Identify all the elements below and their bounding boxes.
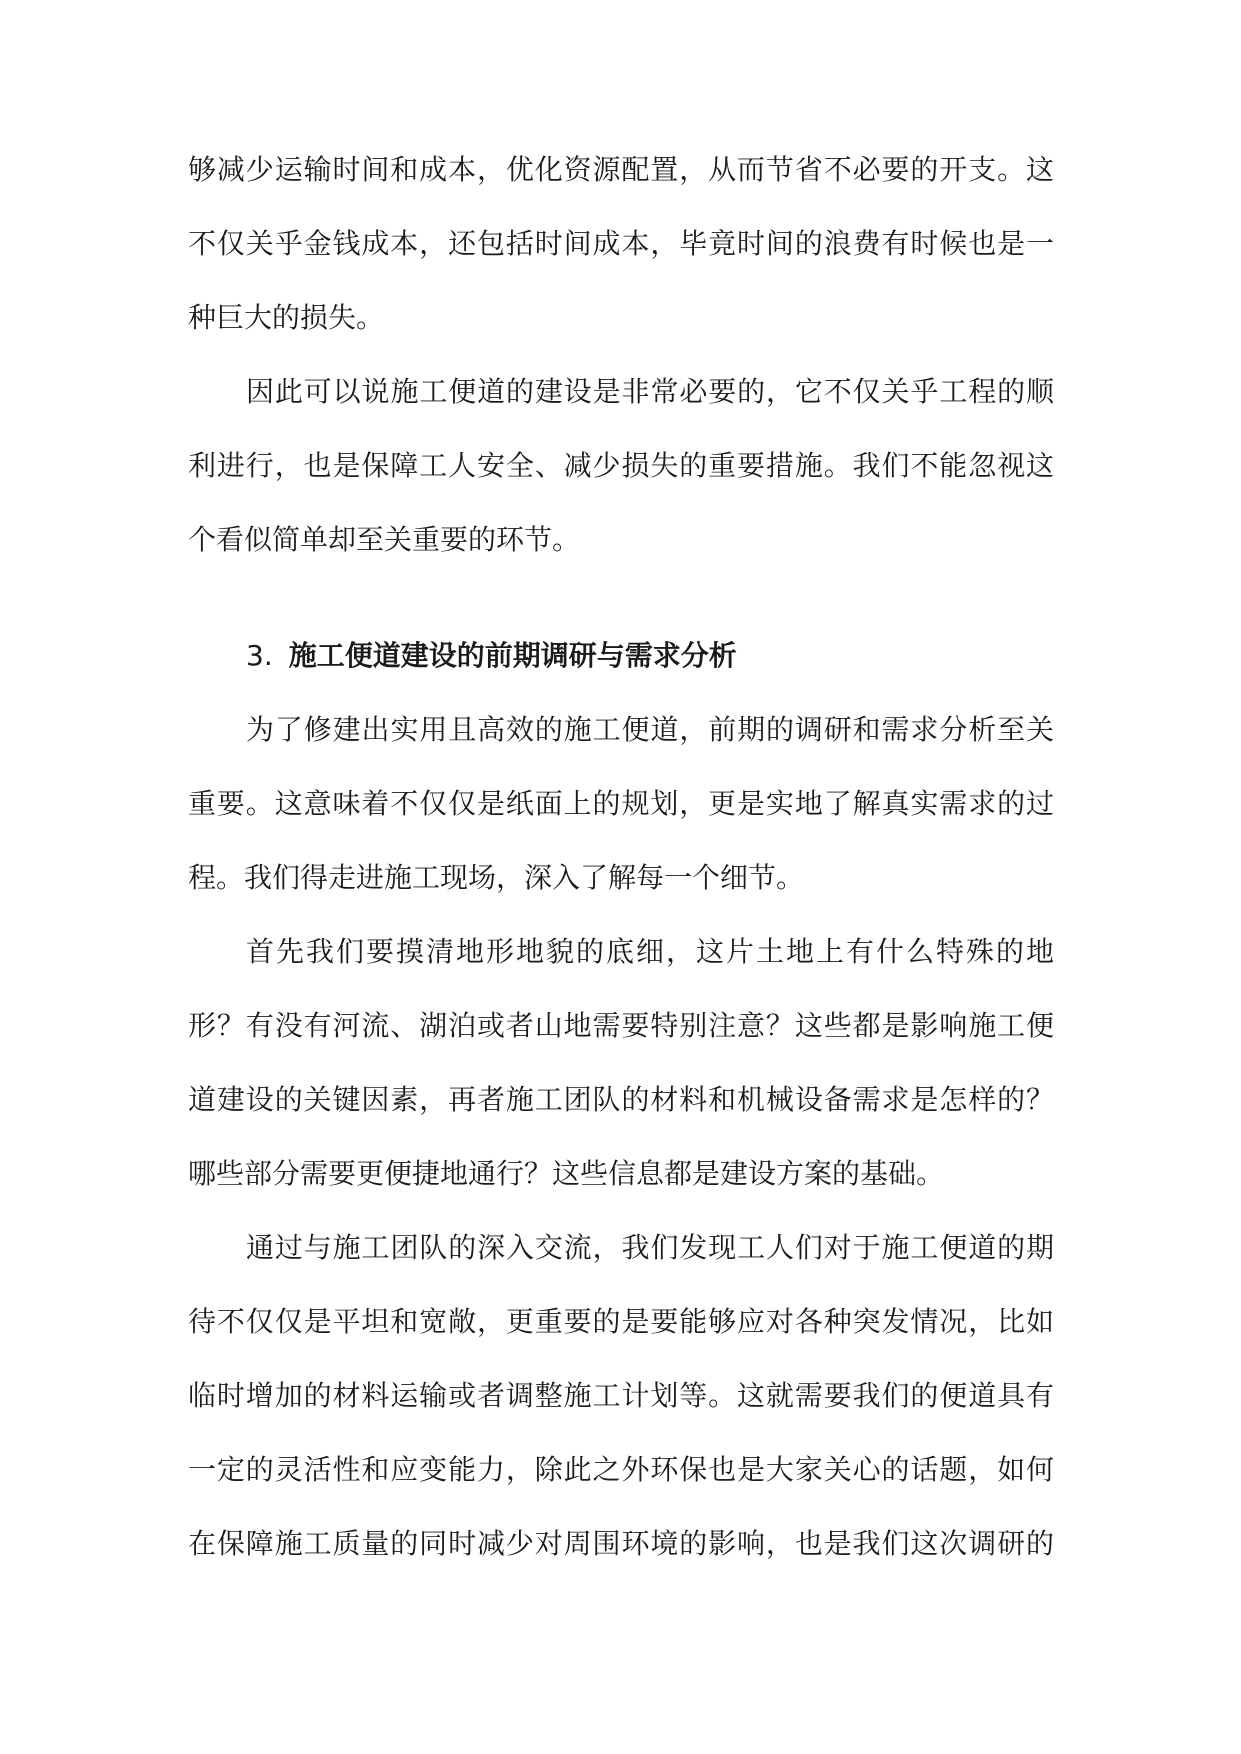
paragraph-line: 个看似简单却至关重要的环节。	[188, 523, 581, 556]
section-title: 施工便道建设的前期调研与需求分析	[288, 639, 737, 672]
paragraph-line: 利进行，也是保障工人安全、减少损失的重要措施。我们不能忽视这	[188, 449, 1054, 482]
paragraph-line: 因此可以说施工便道的建设是非常必要的，它不仅关乎工程的顺	[246, 375, 1054, 408]
paragraph-line: 够减少运输时间和成本，优化资源配置，从而节省不必要的开支。这	[188, 153, 1054, 186]
paragraph-line: 道建设的关键因素，再者施工团队的材料和机械设备需求是怎样的？	[188, 1083, 1054, 1116]
paragraph-line: 形？有没有河流、湖泊或者山地需要特别注意？这些都是影响施工便	[188, 1009, 1054, 1042]
paragraph-line: 程。我们得走进施工现场，深入了解每一个细节。	[188, 861, 805, 894]
paragraph-line: 重要。这意味着不仅仅是纸面上的规划，更是实地了解真实需求的过	[188, 787, 1054, 820]
paragraph-line: 哪些部分需要更便捷地通行？这些信息都是建设方案的基础。	[188, 1157, 945, 1190]
paragraph-line: 种巨大的损失。	[188, 301, 385, 334]
section-heading	[246, 619, 737, 693]
paragraph-line: 一定的灵活性和应变能力，除此之外环保也是大家关心的话题，如何	[188, 1453, 1054, 1486]
paragraph-line: 待不仅仅是平坦和宽敞，更重要的是要能够应对各种突发情况，比如	[188, 1305, 1054, 1338]
paragraph-line: 通过与施工团队的深入交流，我们发现工人们对于施工便道的期	[246, 1231, 1054, 1264]
paragraph-line: 不仅关乎金钱成本，还包括时间成本，毕竟时间的浪费有时候也是一	[188, 227, 1054, 260]
paragraph-line: 在保障施工质量的同时减少对周围环境的影响，也是我们这次调研的	[188, 1527, 1054, 1560]
section-number: 3.	[246, 639, 273, 672]
paragraph-line: 临时增加的材料运输或者调整施工计划等。这就需要我们的便道具有	[188, 1379, 1054, 1412]
paragraph-line: 首先我们要摸清地形地貌的底细，这片土地上有什么特殊的地	[246, 935, 1054, 968]
paragraph-line: 为了修建出实用且高效的施工便道，前期的调研和需求分析至关	[246, 713, 1054, 746]
